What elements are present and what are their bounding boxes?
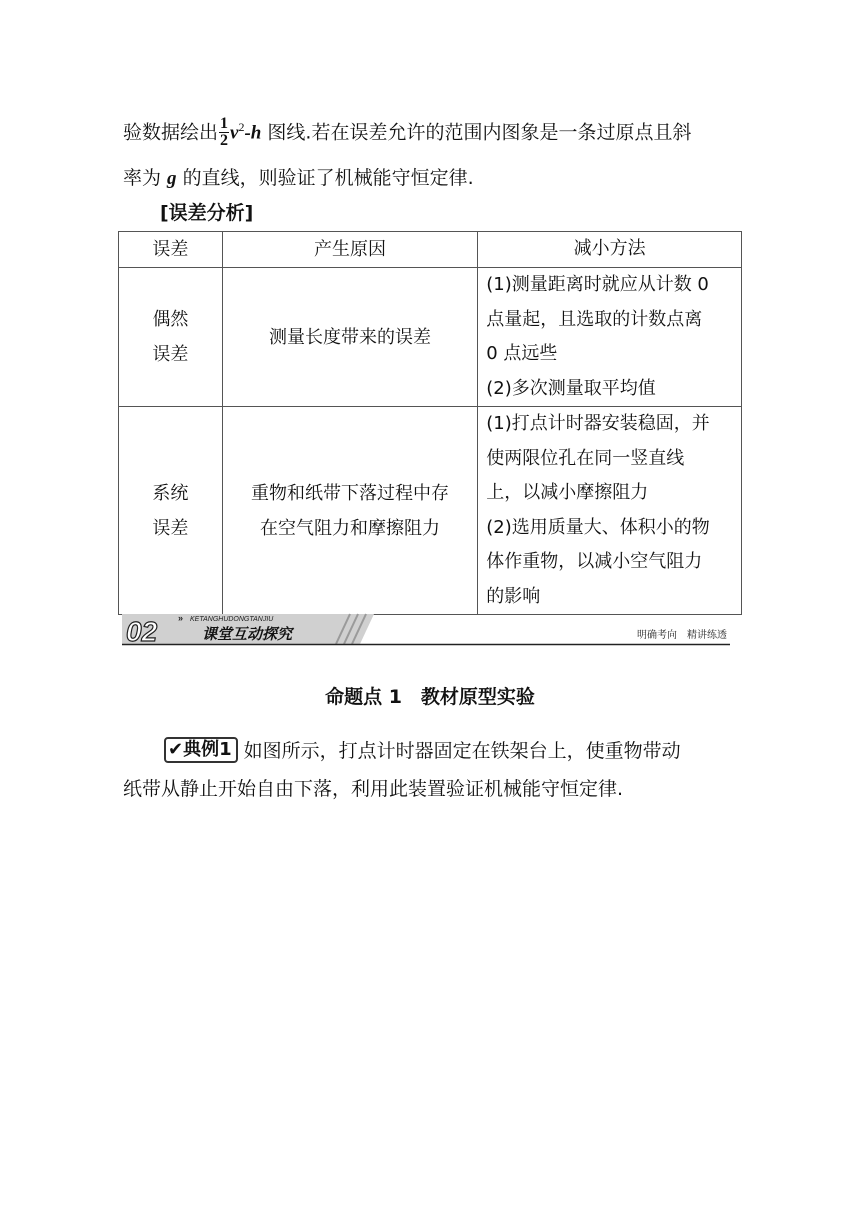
header-error-type: 误差 <box>119 232 223 268</box>
banner-graphic <box>122 612 730 646</box>
banner-number: 02 <box>126 616 158 646</box>
para1-suffix: 图线.若在误差允许的范围内图象是一条过原点且斜 <box>261 121 692 144</box>
example-badge <box>164 737 238 763</box>
banner-right-text: 明确考向 精讲练透 <box>637 630 727 641</box>
example-line-1 <box>164 737 681 765</box>
row1-type-line1: 偶然 <box>152 309 189 330</box>
var-h: -h <box>244 122 262 144</box>
row2-method-line: 体作重物，以减小空气阻力 <box>486 551 703 572</box>
row1-method-cell <box>478 268 742 407</box>
row2-method-line: (1)打点计时器安装稳固，并 <box>486 413 710 434</box>
row1-method-line: 点量起，且选取的计数点离 <box>486 308 703 330</box>
table-row <box>119 407 742 615</box>
var-v: v <box>230 122 239 144</box>
row2-type-line2: 误差 <box>152 517 189 539</box>
row1-method-line: 0 点远些 <box>486 343 558 364</box>
section-title: [误差分析] <box>160 202 254 224</box>
header-cause: 产生原因 <box>222 232 477 268</box>
error-analysis-table <box>118 231 742 615</box>
check-icon: ✔ <box>168 739 184 760</box>
row1-type-line2: 误差 <box>152 344 189 365</box>
chevron-icon: » <box>178 613 184 623</box>
fraction-one-half <box>219 116 229 149</box>
row2-method-line: 上，以减小摩擦阻力 <box>486 482 649 503</box>
table-header-row <box>119 232 742 268</box>
section-banner <box>122 612 730 646</box>
row2-cause-cell <box>222 407 477 615</box>
row2-method-line: 使两限位孔在同一竖直线 <box>486 447 685 469</box>
fraction-denominator: 2 <box>220 132 229 150</box>
row1-type-cell <box>119 268 223 407</box>
row1-method-line: (2)多次测量取平均值 <box>486 377 656 399</box>
row1-cause-cell <box>222 268 477 407</box>
row2-method-cell <box>478 407 742 615</box>
example-text-1: 如图所示，打点计时器固定在铁架台上，使重物带动 <box>243 740 681 762</box>
subsection-heading: 命题点 1 教材原型实验 <box>325 686 535 708</box>
para1-line2-a: 率为 <box>123 167 168 189</box>
row1-cause-line1: 测量长度带来的误差 <box>268 326 431 348</box>
var-g: g <box>167 168 177 189</box>
example-badge-label: 典例1 <box>183 739 232 760</box>
row2-type-line1: 系统 <box>152 482 189 504</box>
paragraph-line-1 <box>123 113 691 149</box>
exponent: 2 <box>238 120 245 134</box>
row1-method-line: (1)测量距离时就应从计数 0 <box>486 274 709 295</box>
table-row <box>119 268 742 407</box>
para1-line2-b: 的直线，则验证了机械能守恒定律. <box>176 167 474 189</box>
row2-type-cell <box>119 407 223 615</box>
fraction-numerator: 1 <box>220 115 229 133</box>
row2-method-line: 的影响 <box>486 585 541 607</box>
row2-cause-line1: 重物和纸带下落过程中存 <box>250 482 449 504</box>
header-method: 减小方法 <box>478 232 742 268</box>
row2-cause-line2: 在空气阻力和摩擦阻力 <box>259 517 440 539</box>
paragraph-line-2 <box>123 164 474 193</box>
row2-method-line: (2)选用质量大、体积小的物 <box>486 516 710 538</box>
example-line-2: 纸带从静止开始自由下落，利用此装置验证机械能守恒定律. <box>123 778 624 800</box>
banner-title: 课堂互动探究 <box>202 625 293 643</box>
banner-pinyin: KETANGHUDONGTANJIU <box>190 616 274 623</box>
para1-prefix: 验数据绘出 <box>123 121 219 144</box>
